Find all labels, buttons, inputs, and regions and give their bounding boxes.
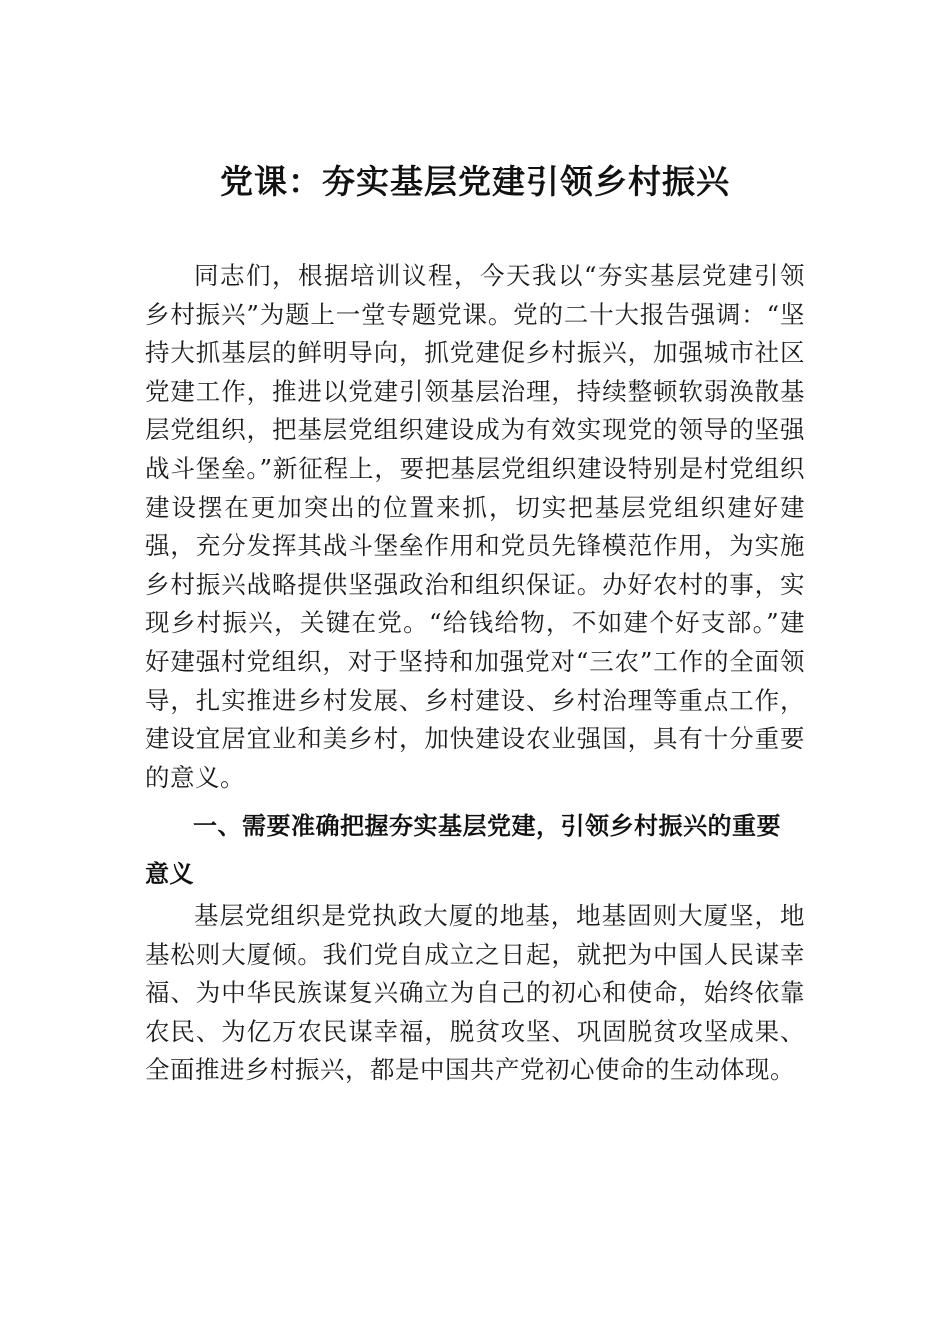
intro-paragraph: 同志们，根据培训议程，今天我以“夯实基层党建引领乡村振兴”为题上一堂专题党课。党的二十大报告强调：“坚持大抓基层的鲜明导向，抓党建促乡村振兴，加强城市社区党建工作，推进以党建引领基层治理，持续整顿软弱涣散基层党组织，把基层党组织建设成为有效实现党的领导的坚强战斗堡垒。”新征程上，要把基层党组织建设特别是村党组织建设摆在更加突出的位置来抓，切实把基层党组织建好建强，充分发挥其战斗堡垒作用和党员先锋模范作用，为实施乡村振兴战略提供坚强政治和组织保证。办好农村的事，实现乡村振兴，关键在党。“给钱给物，不如建个好支部。”建好建强村党组织，对于坚持和加强党对“三农”工作的全面领导，扎实推进乡村发展、乡村建设、乡村治理等重点工作，建设宜居宜业和美乡村，加快建设农业强国，具有十分重要的意义。 <box>145 261 805 792</box>
document-title: 党课：夯实基层党建引领乡村振兴 <box>220 162 730 201</box>
section-heading: 一、需要准确把握夯实基层党建，引领乡村振兴的重要意义 <box>145 812 781 888</box>
body-paragraph: 基层党组织是党执政大厦的地基，地基固则大厦坚，地基松则大厦倾。我们党自成立之日起，就把为中国人民谋幸福、为中华民族谋复兴确立为自己的初心和使命，始终依靠农民、为亿万农民谋幸福，脱贫攻坚、巩固脱贫攻坚成果、全面推进乡村振兴，都是中国共产党初心使命的生动体现。 <box>145 901 805 1085</box>
